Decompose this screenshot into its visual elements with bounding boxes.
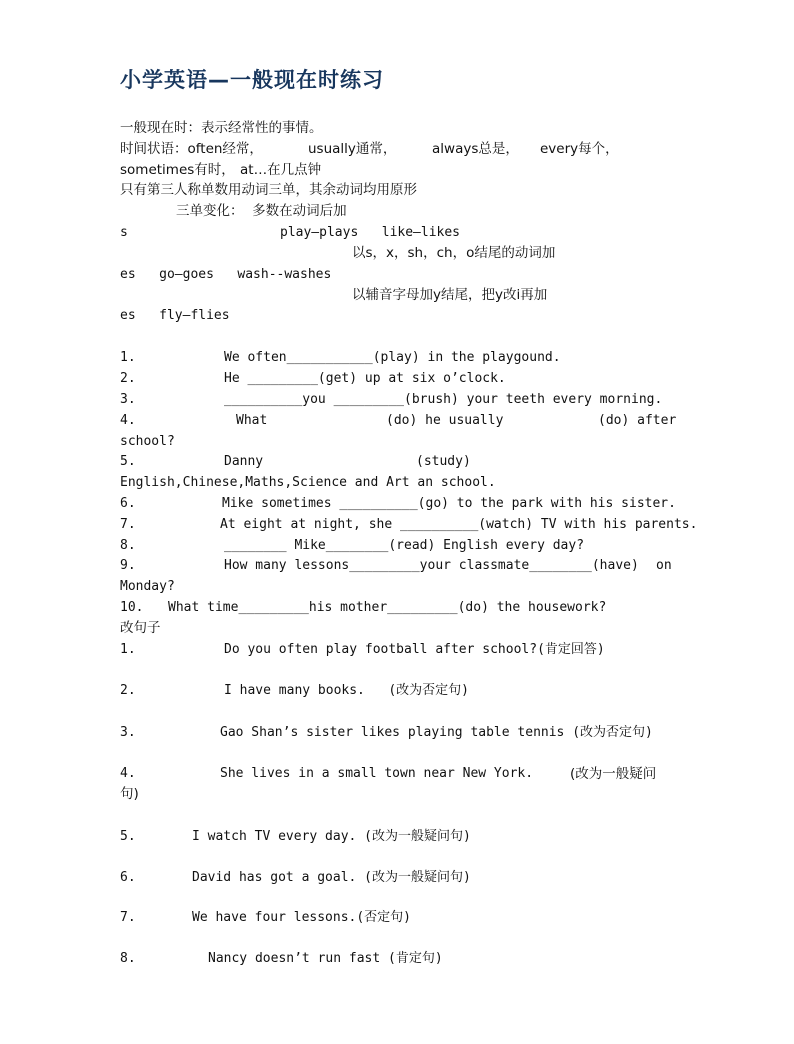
question-number: 1.: [120, 350, 136, 365]
question-number: 3.: [120, 392, 136, 407]
intro-rule-ies: 以辅音字母加y结尾，把y改i再加: [352, 287, 548, 303]
question-text: I have many books. (改为否定句): [224, 683, 470, 698]
intro-example-plays-likes: play—plays like—likes: [280, 225, 461, 240]
question-text: What time_________his mother_________(do) the housework?: [168, 600, 607, 615]
intro-adverbials-sometimes: sometimes有时，: [120, 162, 235, 178]
question-text: ________ Mike________(read) English every day?: [224, 538, 585, 553]
question-number: 6.: [120, 496, 136, 511]
intro-definition: 一般现在时：表示经常性的事情。: [120, 120, 323, 136]
question-text: We often___________(play) in the playgound.: [224, 350, 561, 365]
intro-third-person-rule: 只有第三人称单数用动词三单，其余动词均用原形: [120, 182, 417, 198]
question-text: We have four lessons.(否定句): [192, 910, 412, 925]
question-instruction: (改为一般疑问: [570, 766, 657, 782]
intro-suffix-s: s: [120, 225, 128, 240]
question-text: She lives in a small town near New York.: [220, 766, 534, 781]
question-number: 1.: [120, 642, 136, 657]
intro-adverbials-always: always总是，: [432, 141, 519, 157]
intro-adverbials-at: at…在几点钟: [240, 162, 322, 178]
question-text: At eight at night, she __________(watch) TV with his parents.: [220, 517, 698, 532]
intro-adverbials-often: 时间状语：often经常，: [120, 141, 263, 157]
intro-third-person-changes: 三单变化： 多数在动词后加: [176, 203, 347, 219]
question-text: __________you _________(brush) your teeth every morning.: [224, 392, 663, 407]
question-number: 8.: [120, 951, 136, 966]
question-text: I watch TV every day. (改为一般疑问句): [192, 829, 471, 844]
question-number: 4.: [120, 766, 136, 781]
question-number: 4.: [120, 413, 136, 428]
question-number: 5.: [120, 829, 136, 844]
question-continuation: 句): [120, 786, 139, 802]
intro-rule-es: 以s，x，sh，ch，o结尾的动词加: [352, 245, 556, 261]
question-text: David has got a goal. (改为一般疑问句): [192, 870, 471, 885]
question-number: 10.: [120, 600, 144, 615]
question-number: 3.: [120, 725, 136, 740]
question-text: What: [236, 413, 268, 428]
intro-adverbials-every: every每个，: [540, 141, 619, 157]
question-text: Gao Shan’s sister likes playing table tennis (改为否定句): [220, 725, 653, 740]
question-number: 6.: [120, 870, 136, 885]
question-number: 8.: [120, 538, 136, 553]
question-text: on: [656, 558, 672, 573]
question-text: Do you often play football after school?(肯定回答): [224, 642, 605, 657]
question-continuation: school?: [120, 434, 175, 449]
intro-example-goes-washes: es go—goes wash--washes: [120, 267, 332, 282]
question-number: 2.: [120, 683, 136, 698]
question-text: (study): [416, 454, 471, 469]
question-text: Danny: [224, 454, 264, 469]
section-title: 改句子: [120, 620, 161, 636]
question-number: 7.: [120, 517, 136, 532]
question-number: 9.: [120, 558, 136, 573]
page-title: 小学英语—一般现在时练习: [120, 68, 384, 92]
intro-adverbials-usually: usually通常，: [308, 141, 397, 157]
question-number: 7.: [120, 910, 136, 925]
question-text: He _________(get) up at six o’clock.: [224, 371, 506, 386]
question-continuation: English,Chinese,Maths,Science and Art an school.: [120, 475, 496, 490]
question-number: 5.: [120, 454, 136, 469]
question-text: Nancy doesn’t run fast (肯定句): [208, 951, 443, 966]
question-number: 2.: [120, 371, 136, 386]
question-text: How many lessons_________your classmate________(have): [224, 558, 639, 573]
question-text: Mike sometimes __________(go) to the park with his sister.: [222, 496, 676, 511]
intro-example-flies: es fly—flies: [120, 308, 230, 323]
question-text: (do) after: [598, 413, 677, 428]
question-continuation: Monday?: [120, 579, 175, 594]
question-text: (do) he usually: [386, 413, 504, 428]
